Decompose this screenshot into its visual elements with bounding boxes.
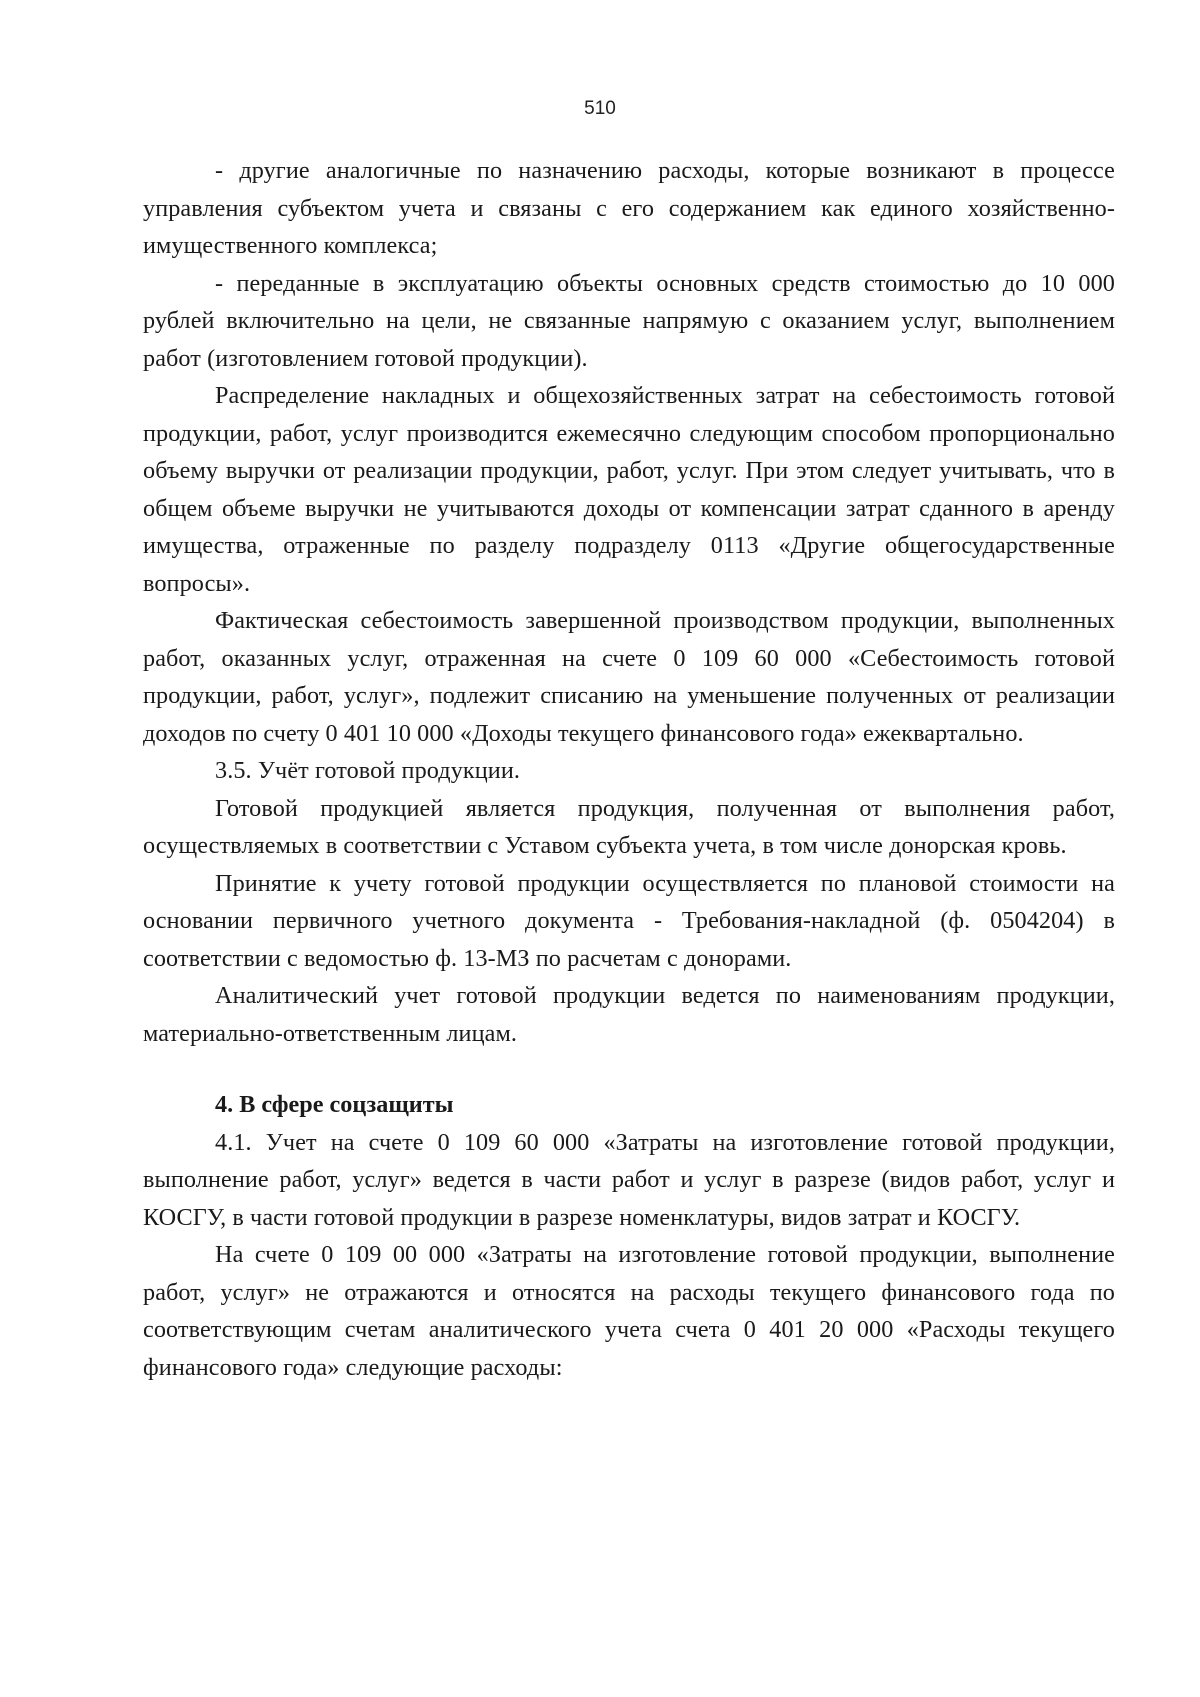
section-heading: 4. В сфере соцзащиты — [215, 1091, 454, 1118]
paragraph: Принятие к учету готовой продукции осуществляется по плановой стоимости на основании первичного учетного документа - Требования-накладной (ф. 0504204) в соответствии с ведомостью ф. 13-МЗ по расчетам с донорами. — [143, 869, 1115, 972]
paragraph: Распределение накладных и общехозяйственных затрат на себестоимость готовой продукции, работ, услуг производится ежемесячно следующим способом пропорционально объему выручки от реализации продукции, работ, услуг. При этом следует учитывать, что в общем объеме выручки не учитываются доходы от компенсации затрат сданного в аренду имущества, отраженные по разделу подразделу 0113 «Другие общегосударственные вопросы». — [143, 382, 1115, 597]
page-number: 510 — [584, 98, 616, 119]
paragraph: Аналитический учет готовой продукции ведется по наименованиям продукции, материально-ответственным лицам. — [143, 982, 1115, 1047]
paragraph: На счете 0 109 00 000 «Затраты на изготовление готовой продукции, выполнение работ, услуг» не отражаются и относятся на расходы текущего финансового года по соответствующим счетам аналитического учета счета 0 401 20 000 «Расходы текущего финансового года» следующие расходы: — [143, 1241, 1115, 1381]
subsection-title: 3.5. Учёт готовой продукции. — [215, 757, 521, 784]
paragraph: Готовой продукцией является продукция, полученная от выполнения работ, осуществляемых в соответствии с Уставом субъекта учета, в том числе донорская кровь. — [143, 794, 1115, 859]
paragraph: Фактическая себестоимость завершенной производством продукции, выполненных работ, оказанных услуг, отраженная на счете 0 109 60 000 «Себестоимость готовой продукции, работ, услуг», подлежит списанию на уменьшение полученных от реализации доходов по счету 0 401 10 000 «Доходы текущего финансового года» ежеквартально. — [143, 607, 1115, 747]
page-body — [143, 152, 1115, 1386]
paragraph: - переданные в эксплуатацию объекты основных средств стоимостью до 10 000 рублей включительно на цели, не связанные напрямую с оказанием услуг, выполнением работ (изготовлением готовой продукции). — [143, 269, 1115, 372]
paragraph: 4.1. Учет на счете 0 109 60 000 «Затраты на изготовление готовой продукции, выполнение работ, услуг» ведется в части работ и услуг в разрезе (видов работ, услуг и КОСГУ, в части готовой продукции в разрезе номенклатуры, видов затрат и КОСГУ. — [143, 1128, 1115, 1231]
paragraph: - другие аналогичные по назначению расходы, которые возникают в процессе управления субъектом учета и связаны с его содержанием как единого хозяйственно-имущественного комплекса; — [143, 157, 1115, 259]
